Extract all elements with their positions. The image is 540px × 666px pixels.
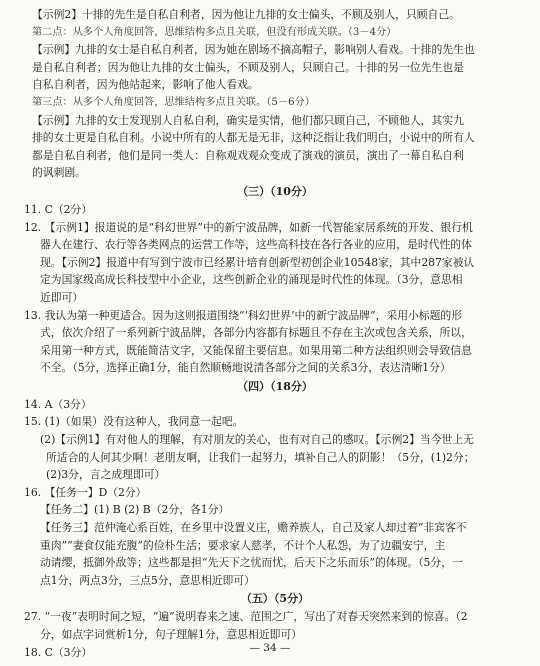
answer-line: 点1分，两点3分，三点5分，意思相近即可） xyxy=(40,573,255,587)
answer-line: 【任务三】范仲淹心系百姓，在乡里中设置义庄，赡养族人，自己及家人却过着“非宾客不 xyxy=(40,521,467,535)
answer-line: 重肉”“妻食仅能充腹”的俭朴生活；要求家人慈孝，不计个人私怨，为了边疆安宁，主 xyxy=(40,538,446,552)
answer-line: 【示例】九排的女士发现别人自私自利，确实是实情，他们都只顾自己，不顾他人，其实九 xyxy=(32,113,464,127)
answer-line: 近即可） xyxy=(40,290,84,304)
question-11: 11. C（2分） xyxy=(24,202,93,216)
answer-line: 的讽刺剧。 xyxy=(32,166,86,180)
answer-line: 所适合的人何其少啊！老朋友啊，让我们一起努力，填补自己人的阴影！（5分，(1)2分； xyxy=(46,450,475,464)
answer-line: 【示例】九排的女士是自私自利者，因为她在剧场不摘高帽子，影响别人看戏。十排的先生也 xyxy=(32,43,475,57)
scoring-note: 第三点：从多个人角度回答，思维结构多点且关联。（5－6分） xyxy=(32,96,315,108)
section-heading: （三）（10分） xyxy=(237,184,313,198)
answer-line: 分，如点字词赏析1分，句子理解1分，意思相近即可） xyxy=(40,628,303,641)
answer-line: 器人在建行、农行等各类网点的运营工作等，这些高科技在各行各业的应用，是时代性的体 xyxy=(40,238,472,252)
question-17: 27. “一夜”表明时间之短，“遍”说明春来之速、范围之广，写出了对春天突然来到的惊喜。（2 xyxy=(24,610,468,624)
question-13: 13. 我认为第一种更适合。因为这则报道围绕“‘科幻世界’中的新宁波品牌”，采用小标题的形 xyxy=(24,308,462,322)
page-number: — 34 — xyxy=(249,642,291,654)
question-14: 14. A（3分） xyxy=(24,397,92,411)
scoring-note: 第二点：从多个人角度回答，思维结构多点且关联，但没有形成关联。（3－4分） xyxy=(32,26,397,38)
answer-line: 不全。（5分，选择正确1分，能自然顺畅地说清各部分之间的关系3分，表达清晰1分） xyxy=(40,361,451,375)
answer-line: (2)3分，言之成理即可） xyxy=(46,468,166,482)
answer-line: 【任务二】(1) B (2) B（2分，各1分） xyxy=(40,503,230,517)
question-12: 12. 【示例1】报道说的是“科幻世界”中的新宁波品牌，如新一代智能家居系统的开发、银行机 xyxy=(24,220,473,234)
answer-line: 现。【示例2】报道中有写到宁波市已经累计培育创新型初创企业10548家，其中287家被认 xyxy=(40,255,475,269)
answer-line: (2)【示例1】有对他人的理解，有对朋友的关心，也有对自己的感叹。【示例2】当今世上无 xyxy=(40,433,474,447)
answer-line: 采用第一种方式，既能简洁文字，又能保留主要信息。如果用第二种方法组织则会导致信息 xyxy=(40,343,472,357)
answer-line: 自私自利者，因为他站起来，影响了他人看戏。 xyxy=(32,78,259,92)
question-18: 18. C（3分） xyxy=(24,645,93,659)
answer-line: 【示例2】十排的先生是自私自利者，因为他让九排的女士偏头，不顾及别人，只顾自己。 xyxy=(32,8,460,21)
question-16: 16. 【任务一】D（2分） xyxy=(24,485,147,499)
answer-line: 定为国家级高成长科技型中小企业，这些创新企业的涌现是时代性的体现。（3分，意思相 xyxy=(40,273,463,287)
answer-line: 是自私自利者；因为他让九排的女士偏头，不顾及别人，只顾自己。十排的另一位先生也是 xyxy=(32,60,464,74)
section-heading: （四）（18分） xyxy=(237,379,313,393)
answer-line: 式，依次介绍了一系列新宁波品牌，各部分内容都有标题且不存在主次或包含关系，所以， xyxy=(40,326,472,340)
section-heading: （五）（5分） xyxy=(240,592,310,606)
answer-line: 都是自私自利者，他们是同一类人：自称观戏观众变成了演戏的演员，演出了一幕自私自利 xyxy=(32,148,464,162)
answer-line: 动请缨，抵御外敌等；这些都是担“先天下之忧而忧，后天下之乐而乐”的体现。（5分，一 xyxy=(40,556,463,570)
question-15: 15. (1)（如果）没有这种人，我同意一起吧。 xyxy=(24,415,244,429)
answer-line: 排的女士更是自私自利。小说中所有的人都无是无非，这种泛指让我们明白，小说中的所有人 xyxy=(32,131,475,145)
